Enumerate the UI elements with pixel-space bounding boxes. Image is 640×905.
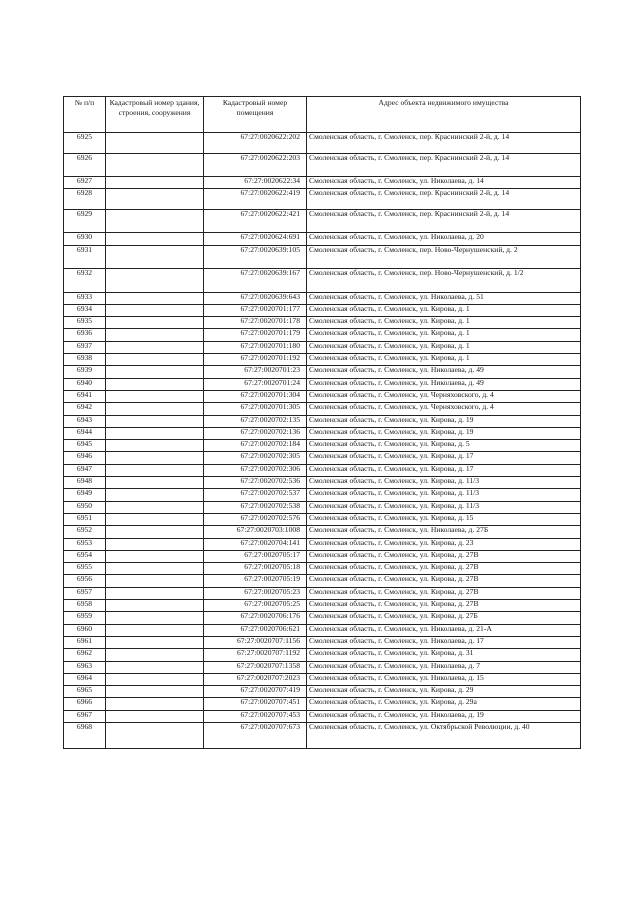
premises-cadastral-cell: 67:27:0020622:203 [204,153,307,177]
row-number: 6939 [64,366,106,378]
premises-cadastral-cell: 67:27:0020706:621 [204,624,307,636]
building-cadastral-cell [106,587,204,599]
building-cadastral-cell [106,245,204,269]
address-cell: Смоленская область, г. Смоленск, пер. Краснинский 2-й, д. 14 [307,209,581,233]
address-cell: Смоленская область, г. Смоленск, пер. Краснинский 2-й, д. 14 [307,133,581,154]
address-cell: Смоленская область, г. Смоленск, ул. Николаева, д. 14 [307,177,581,189]
address-cell: Смоленская область, г. Смоленск, ул. Кирова, д. 1 [307,317,581,329]
address-cell: Смоленская область, г. Смоленск, пер. Краснинский 2-й, д. 14 [307,153,581,177]
premises-cadastral-cell: 67:27:0020701:179 [204,329,307,341]
table-row [64,464,581,476]
building-cadastral-cell [106,133,204,154]
row-number: 6933 [64,292,106,304]
address-cell: Смоленская область, г. Смоленск, ул. Кирова, д. 1 [307,304,581,316]
table-row [64,427,581,439]
table-row [64,317,581,329]
address-cell: Смоленская область, г. Смоленск, ул. Кирова, д. 1 [307,341,581,353]
row-number: 6940 [64,378,106,390]
row-number: 6959 [64,612,106,624]
address-cell: Смоленская область, г. Смоленск, ул. Кирова, д. 29 [307,686,581,698]
row-number: 6934 [64,304,106,316]
building-cadastral-cell [106,636,204,648]
premises-cadastral-cell: 67:27:0020702:305 [204,452,307,464]
row-number: 6952 [64,526,106,538]
row-number: 6941 [64,390,106,402]
table-row [64,722,581,748]
row-number: 6963 [64,661,106,673]
table-row [64,710,581,722]
premises-cadastral-cell: 67:27:0020622:202 [204,133,307,154]
premises-cadastral-cell: 67:27:0020639:643 [204,292,307,304]
building-cadastral-cell [106,415,204,427]
building-cadastral-cell [106,686,204,698]
table-row [64,526,581,538]
building-cadastral-cell [106,489,204,501]
address-cell: Смоленская область, г. Смоленск, ул. Кирова, д. 11/3 [307,501,581,513]
premises-cadastral-cell: 67:27:0020707:1156 [204,636,307,648]
premises-cadastral-cell: 67:27:0020705:19 [204,575,307,587]
building-cadastral-cell [106,153,204,177]
row-number: 6962 [64,649,106,661]
address-cell: Смоленская область, г. Смоленск, ул. Николаева, д. 51 [307,292,581,304]
row-number: 6953 [64,538,106,550]
table-row [64,477,581,489]
row-number: 6955 [64,563,106,575]
table-row [64,209,581,233]
premises-cadastral-cell: 67:27:0020702:184 [204,440,307,452]
premises-cadastral-cell: 67:27:0020701:24 [204,378,307,390]
row-number: 6928 [64,189,106,210]
building-cadastral-cell [106,575,204,587]
table-body [64,133,581,749]
address-cell: Смоленская область, г. Смоленск, ул. Кирова, д. 27В [307,550,581,562]
premises-cadastral-cell: 67:27:0020701:305 [204,403,307,415]
premises-cadastral-cell: 67:27:0020707:419 [204,686,307,698]
table-row [64,600,581,612]
table-row [64,415,581,427]
row-number: 6946 [64,452,106,464]
address-cell: Смоленская область, г. Смоленск, ул. Кирова, д. 27В [307,563,581,575]
table-row [64,649,581,661]
building-cadastral-cell [106,612,204,624]
address-cell: Смоленская область, г. Смоленск, пер. Ново-Чернушенский, д. 2 [307,245,581,269]
premises-cadastral-cell: 67:27:0020702:135 [204,415,307,427]
premises-cadastral-cell: 67:27:0020707:451 [204,698,307,710]
building-cadastral-cell [106,661,204,673]
building-cadastral-cell [106,354,204,366]
table-row [64,292,581,304]
address-cell: Смоленская область, г. Смоленск, ул. Кирова, д. 11/3 [307,477,581,489]
premises-cadastral-cell: 67:27:0020701:178 [204,317,307,329]
address-cell: Смоленская область, г. Смоленск, ул. Николаева, д. 17 [307,636,581,648]
row-number: 6932 [64,269,106,293]
table-row [64,403,581,415]
premises-cadastral-cell: 67:27:0020701:23 [204,366,307,378]
table-row [64,133,581,154]
building-cadastral-cell [106,722,204,748]
address-cell: Смоленская область, г. Смоленск, ул. Кирова, д. 27В [307,600,581,612]
building-cadastral-cell [106,304,204,316]
address-cell: Смоленская область, г. Смоленск, ул. Кирова, д. 5 [307,440,581,452]
row-number: 6947 [64,464,106,476]
address-cell: Смоленская область, г. Смоленск, ул. Кирова, д. 19 [307,427,581,439]
header-premises-cadastral: Кадастровый номер помещения [204,97,307,133]
premises-cadastral-cell: 67:27:0020707:1192 [204,649,307,661]
header-num: № п/п [64,97,106,133]
row-number: 6958 [64,600,106,612]
row-number: 6945 [64,440,106,452]
row-number: 6927 [64,177,106,189]
address-cell: Смоленская область, г. Смоленск, ул. Николаева, д. 19 [307,710,581,722]
row-number: 6961 [64,636,106,648]
building-cadastral-cell [106,710,204,722]
row-number: 6937 [64,341,106,353]
address-cell: Смоленская область, г. Смоленск, ул. Кирова, д. 27В [307,587,581,599]
premises-cadastral-cell: 67:27:0020702:136 [204,427,307,439]
row-number: 6948 [64,477,106,489]
address-cell: Смоленская область, г. Смоленск, ул. Кирова, д. 17 [307,452,581,464]
table-row [64,575,581,587]
building-cadastral-cell [106,233,204,245]
address-cell: Смоленская область, г. Смоленск, пер. Ново-Чернушенский, д. 1/2 [307,269,581,293]
premises-cadastral-cell: 67:27:0020702:537 [204,489,307,501]
table-row [64,513,581,525]
row-number: 6925 [64,133,106,154]
address-cell: Смоленская область, г. Смоленск, ул. Николаева, д. 27Б [307,526,581,538]
premises-cadastral-cell: 67:27:0020706:176 [204,612,307,624]
table-row [64,624,581,636]
row-number: 6938 [64,354,106,366]
row-number: 6949 [64,489,106,501]
building-cadastral-cell [106,464,204,476]
premises-cadastral-cell: 67:27:0020701:192 [204,354,307,366]
building-cadastral-cell [106,513,204,525]
premises-cadastral-cell: 67:27:0020702:306 [204,464,307,476]
property-table [63,96,581,749]
premises-cadastral-cell: 67:27:0020622:419 [204,189,307,210]
premises-cadastral-cell: 67:27:0020705:17 [204,550,307,562]
premises-cadastral-cell: 67:27:0020707:673 [204,722,307,748]
premises-cadastral-cell: 67:27:0020707:453 [204,710,307,722]
table-row [64,440,581,452]
building-cadastral-cell [106,538,204,550]
address-cell: Смоленская область, г. Смоленск, ул. Кирова, д. 27Б [307,612,581,624]
address-cell: Смоленская область, г. Смоленск, ул. Кирова, д. 15 [307,513,581,525]
row-number: 6936 [64,329,106,341]
premises-cadastral-cell: 67:27:0020624:691 [204,233,307,245]
table-row [64,563,581,575]
premises-cadastral-cell: 67:27:0020705:23 [204,587,307,599]
premises-cadastral-cell: 67:27:0020639:105 [204,245,307,269]
table-row [64,698,581,710]
address-cell: Смоленская область, г. Смоленск, ул. Кирова, д. 17 [307,464,581,476]
building-cadastral-cell [106,390,204,402]
row-number: 6967 [64,710,106,722]
address-cell: Смоленская область, г. Смоленск, ул. Кирова, д. 1 [307,329,581,341]
building-cadastral-cell [106,501,204,513]
premises-cadastral-cell: 67:27:0020701:177 [204,304,307,316]
table-row [64,587,581,599]
premises-cadastral-cell: 67:27:0020702:538 [204,501,307,513]
building-cadastral-cell [106,698,204,710]
building-cadastral-cell [106,440,204,452]
address-cell: Смоленская область, г. Смоленск, ул. Николаева, д. 20 [307,233,581,245]
address-cell: Смоленская область, г. Смоленск, ул. Кирова, д. 19 [307,415,581,427]
table-row [64,177,581,189]
address-cell: Смоленская область, г. Смоленск, ул. Черняховского, д. 4 [307,403,581,415]
table-row [64,354,581,366]
row-number: 6942 [64,403,106,415]
address-cell: Смоленская область, г. Смоленск, ул. Николаева, д. 21-А [307,624,581,636]
premises-cadastral-cell: 67:27:0020701:180 [204,341,307,353]
address-cell: Смоленская область, г. Смоленск, ул. Кирова, д. 27В [307,575,581,587]
row-number: 6960 [64,624,106,636]
row-number: 6964 [64,673,106,685]
row-number: 6930 [64,233,106,245]
building-cadastral-cell [106,624,204,636]
table-row [64,378,581,390]
table-row [64,245,581,269]
premises-cadastral-cell: 67:27:0020701:304 [204,390,307,402]
address-cell: Смоленская область, г. Смоленск, ул. Николаева, д. 15 [307,673,581,685]
building-cadastral-cell [106,563,204,575]
row-number: 6954 [64,550,106,562]
row-number: 6931 [64,245,106,269]
table-row [64,636,581,648]
building-cadastral-cell [106,177,204,189]
premises-cadastral-cell: 67:27:0020705:18 [204,563,307,575]
premises-cadastral-cell: 67:27:0020707:1358 [204,661,307,673]
address-cell: Смоленская область, г. Смоленск, ул. Кирова, д. 11/3 [307,489,581,501]
building-cadastral-cell [106,526,204,538]
row-number: 6926 [64,153,106,177]
row-number: 6935 [64,317,106,329]
address-cell: Смоленская область, г. Смоленск, ул. Кирова, д. 29а [307,698,581,710]
table-row [64,390,581,402]
premises-cadastral-cell: 67:27:0020622:34 [204,177,307,189]
building-cadastral-cell [106,673,204,685]
table-row [64,233,581,245]
table-row [64,329,581,341]
row-number: 6944 [64,427,106,439]
building-cadastral-cell [106,452,204,464]
address-cell: Смоленская область, г. Смоленск, ул. Черняховского, д. 4 [307,390,581,402]
building-cadastral-cell [106,269,204,293]
table-row [64,489,581,501]
premises-cadastral-cell: 67:27:0020703:1008 [204,526,307,538]
table-row [64,673,581,685]
building-cadastral-cell [106,341,204,353]
table-row [64,366,581,378]
address-cell: Смоленская область, г. Смоленск, ул. Кирова, д. 1 [307,354,581,366]
table-row [64,269,581,293]
building-cadastral-cell [106,550,204,562]
building-cadastral-cell [106,366,204,378]
address-cell: Смоленская область, г. Смоленск, ул. Николаева, д. 49 [307,366,581,378]
premises-cadastral-cell: 67:27:0020705:25 [204,600,307,612]
building-cadastral-cell [106,403,204,415]
table-row [64,341,581,353]
header-building-cadastral: Кадастровый номер здания, строения, сооружения [106,97,204,133]
table-row [64,304,581,316]
address-cell: Смоленская область, г. Смоленск, ул. Октябрьской Революции, д. 40 [307,722,581,748]
row-number: 6950 [64,501,106,513]
building-cadastral-cell [106,292,204,304]
table-row [64,612,581,624]
building-cadastral-cell [106,378,204,390]
premises-cadastral-cell: 67:27:0020639:167 [204,269,307,293]
address-cell: Смоленская область, г. Смоленск, пер. Краснинский 2-й, д. 14 [307,189,581,210]
table-header-row [64,97,581,133]
table-row [64,153,581,177]
table-row [64,538,581,550]
address-cell: Смоленская область, г. Смоленск, ул. Николаева, д. 7 [307,661,581,673]
building-cadastral-cell [106,427,204,439]
address-cell: Смоленская область, г. Смоленск, ул. Кирова, д. 31 [307,649,581,661]
premises-cadastral-cell: 67:27:0020622:421 [204,209,307,233]
address-cell: Смоленская область, г. Смоленск, ул. Николаева, д. 49 [307,378,581,390]
row-number: 6956 [64,575,106,587]
building-cadastral-cell [106,477,204,489]
building-cadastral-cell [106,317,204,329]
table-row [64,501,581,513]
premises-cadastral-cell: 67:27:0020707:2023 [204,673,307,685]
table-row [64,686,581,698]
building-cadastral-cell [106,600,204,612]
table-row [64,189,581,210]
header-address: Адрес объекта недвижимого имущества [307,97,581,133]
row-number: 6929 [64,209,106,233]
premises-cadastral-cell: 67:27:0020702:536 [204,477,307,489]
row-number: 6951 [64,513,106,525]
row-number: 6965 [64,686,106,698]
row-number: 6957 [64,587,106,599]
building-cadastral-cell [106,189,204,210]
row-number: 6943 [64,415,106,427]
table-row [64,661,581,673]
building-cadastral-cell [106,209,204,233]
address-cell: Смоленская область, г. Смоленск, ул. Кирова, д. 23 [307,538,581,550]
row-number: 6966 [64,698,106,710]
building-cadastral-cell [106,329,204,341]
premises-cadastral-cell: 67:27:0020704:141 [204,538,307,550]
row-number: 6968 [64,722,106,748]
table-row [64,550,581,562]
premises-cadastral-cell: 67:27:0020702:576 [204,513,307,525]
building-cadastral-cell [106,649,204,661]
table-row [64,452,581,464]
